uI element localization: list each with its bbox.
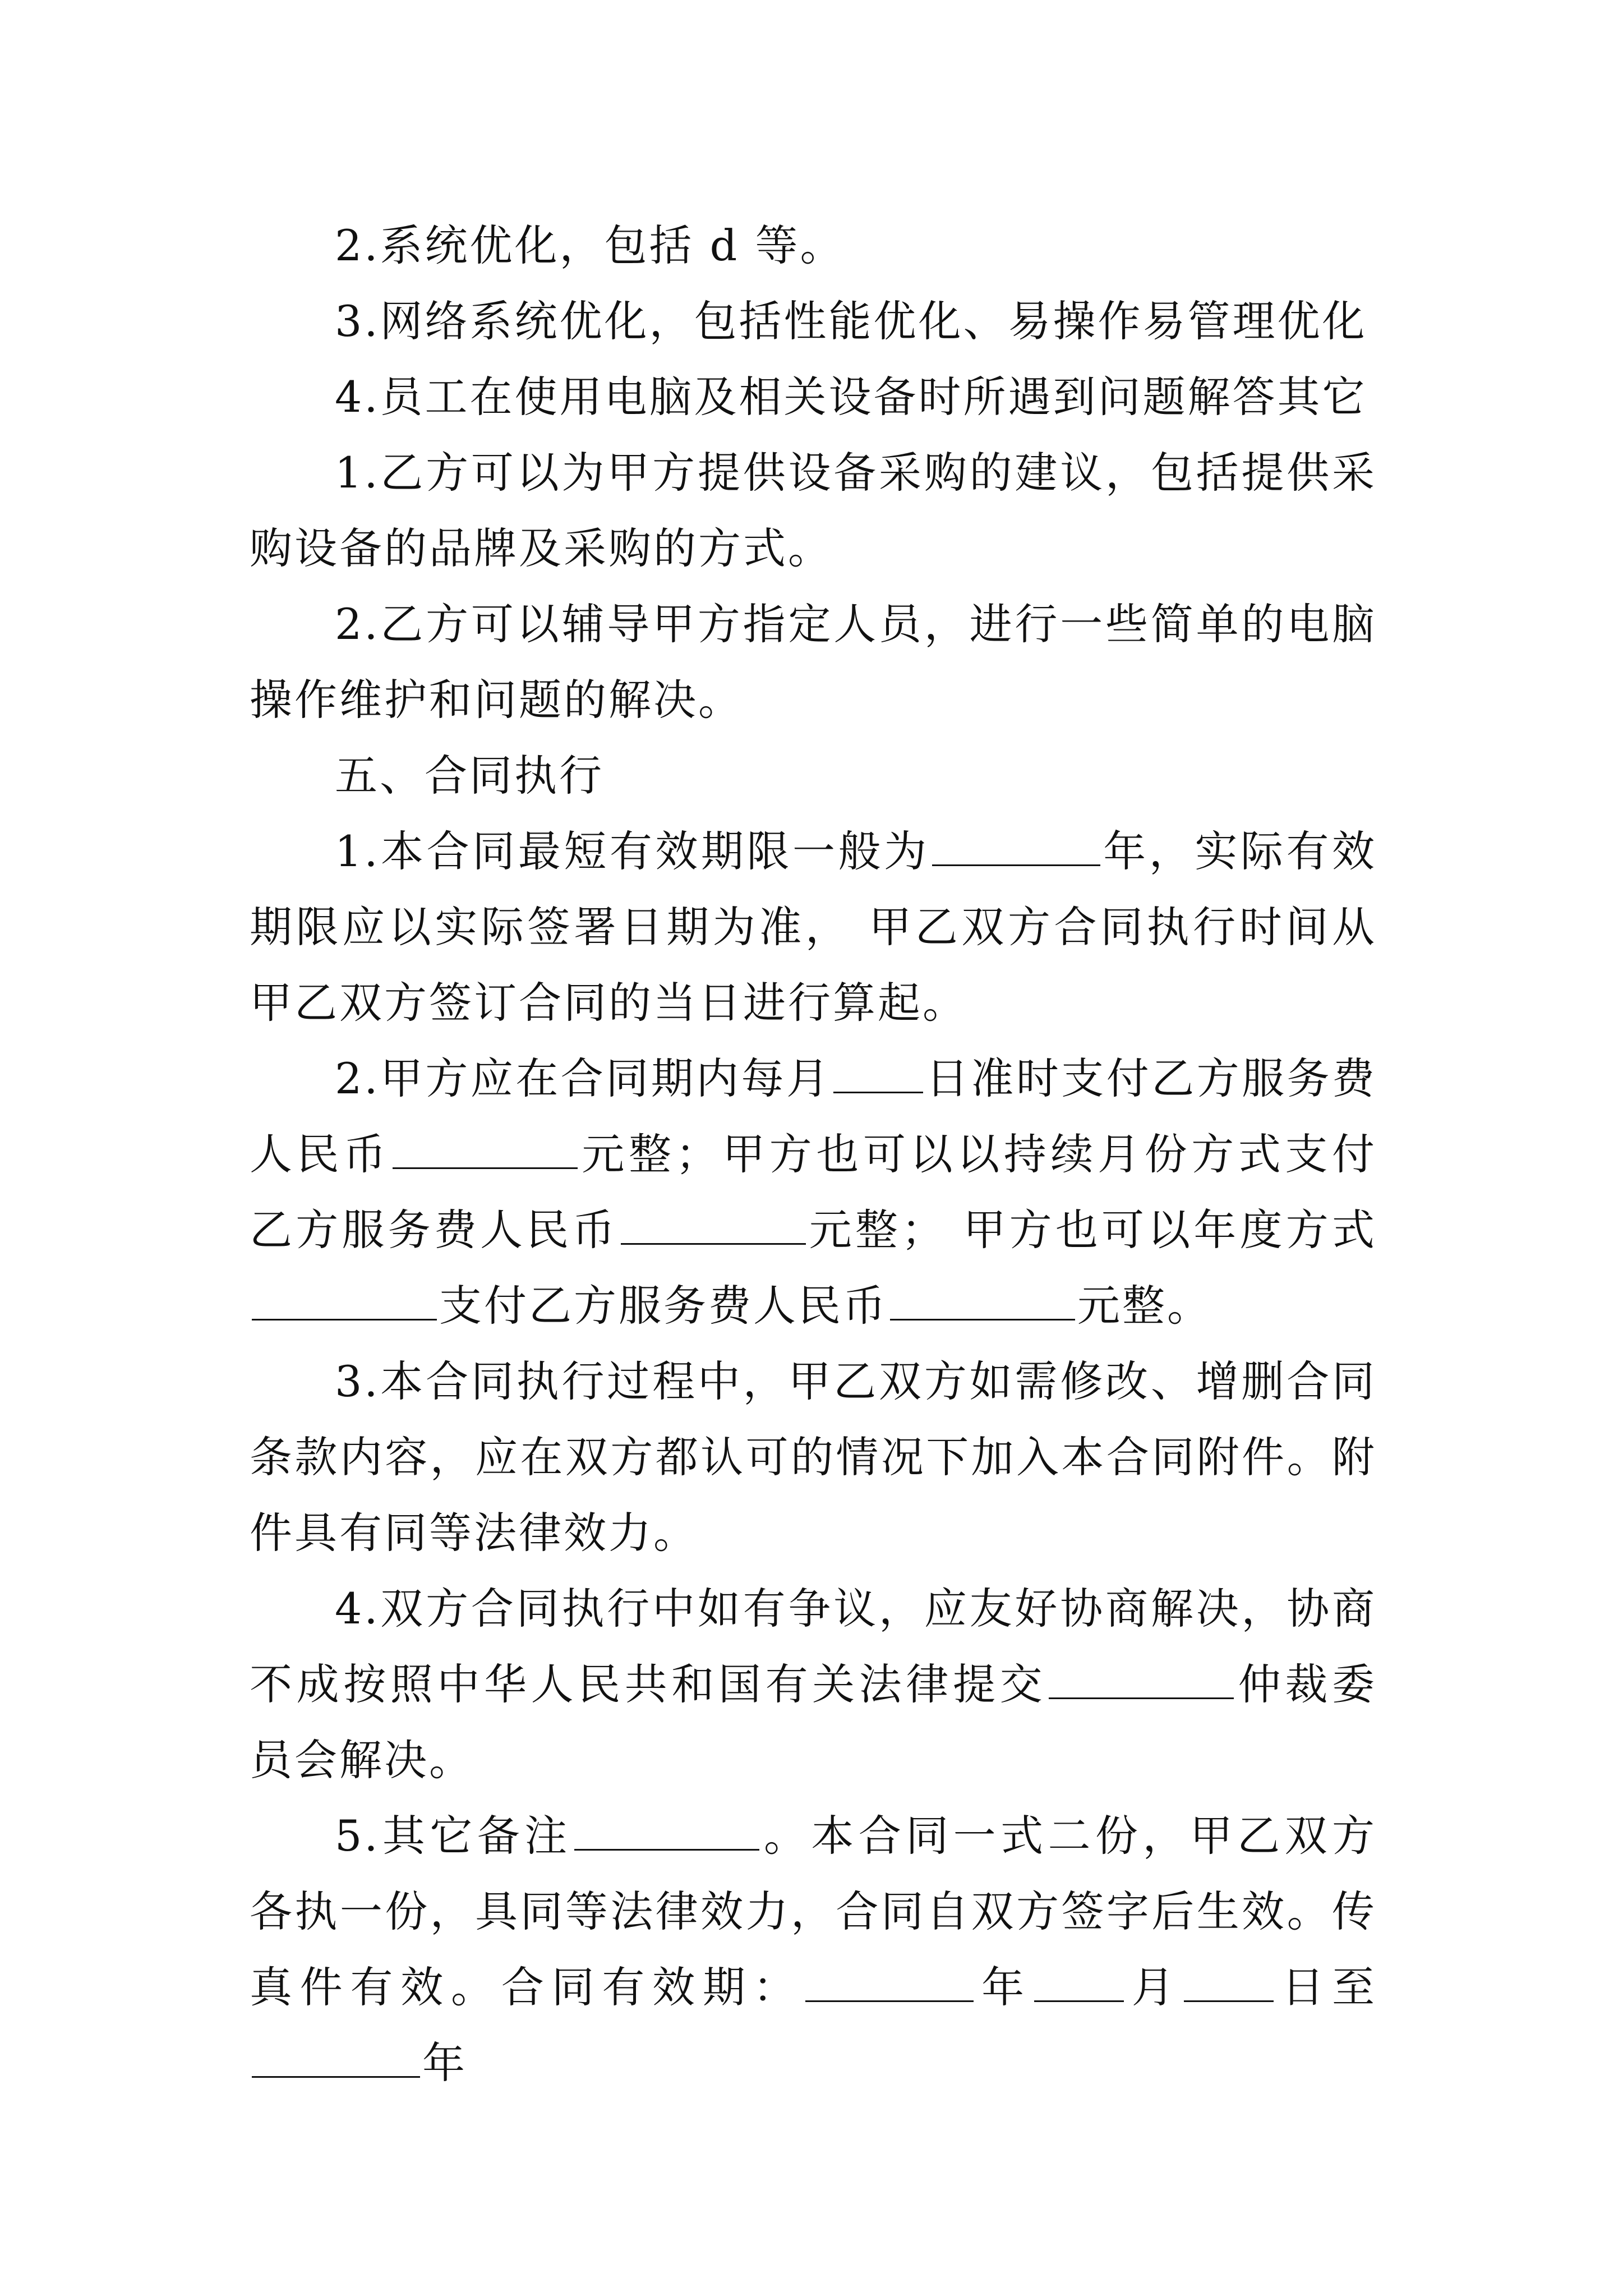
blank-start-month-field[interactable] [1034,1961,1124,2002]
clause-3-amendments: 3.本合同执行过程中，甲乙双方如需修改、增删合同条款内容，应在双方都认可的情况下加入本合同附件。附件具有同等法律效力。 [250,1356,1377,1558]
blank-monthly-fee-field[interactable] [393,1128,578,1169]
blank-continuous-fee-field[interactable] [621,1204,806,1245]
clause-1-text-b: 年，实际有效期限应以实际签署日期为准， 甲乙双方合同执行时间从甲乙双方签订合同的当日进行算起。 [250,826,1377,1028]
blank-annual-method-field[interactable] [252,1280,437,1320]
paragraph-network-optimization: 3.网络系统优化，包括性能优化、易操作易管理优化 [335,296,1367,346]
clause-5-remarks [250,1798,1377,2101]
blank-annual-fee-field[interactable] [890,1280,1075,1320]
paragraph-employee-support: 4.员工在使用电脑及相关设备时所遇到问题解答其它 [335,372,1367,422]
document-body [250,208,1377,2101]
clause-5-text-e: 日至 [1276,1962,1377,2012]
paragraph-system-optimization: 2.系统优化，包括 d 等。 [335,220,845,270]
clause-5-text-f: 年 [422,2038,467,2088]
clause-4-disputes [250,1571,1377,1798]
clause-5-text-d: 月 [1126,1962,1182,2012]
clause-2-text-c: 元整；甲方也可以以持续月份方式支付乙方服务费人民币 [250,1129,1377,1255]
blank-years-field[interactable] [932,825,1100,866]
blank-start-day-field[interactable] [1184,1961,1274,2002]
clause-2-text-e: 支付乙方服务费人民币 [439,1281,888,1331]
blank-remarks-field[interactable] [574,1810,759,1851]
clause-2-text-f: 元整。 [1077,1281,1212,1331]
clause-5-text-a: 5.其它备注 [335,1811,572,1861]
blank-end-year-field[interactable] [252,2037,420,2078]
clause-2-text-d: 元整； 甲方也可以年度方式 [808,1205,1377,1255]
clause-2-text-b: 日准时支付乙方服务费人民币 [250,1053,1377,1179]
clause-1-validity [250,813,1377,1041]
section-heading-contract-execution: 五、合同执行 [335,751,604,800]
clause-4-text-b: 仲裁委员会解决。 [250,1659,1377,1785]
paragraph-purchase-advice: 1.乙方可以为甲方提供设备采购的建议，包括提供采购设备的品牌及采购的方式。 [250,448,1377,573]
clause-5-text-b: 。本合同一式二份，甲乙双方各执一份，具同等法律效力，合同自双方签字后生效。传真件有效。合同有效期： [250,1811,1377,2012]
clause-2-text-a: 2.甲方应在合同期内每月 [335,1053,832,1103]
blank-arbitration-committee-field[interactable] [1049,1658,1234,1699]
blank-start-year-field[interactable] [805,1961,974,2002]
clause-1-text-a: 1.本合同最短有效期限一般为 [335,826,930,876]
clause-5-text-c: 年 [976,1962,1032,2012]
clause-4-text-a: 4.双方合同执行中如有争议，应友好协商解决，协商不成按照中华人民共和国有关法律提交 [250,1584,1377,1709]
paragraph-staff-coaching: 2.乙方可以辅导甲方指定人员，进行一些简单的电脑操作维护和问题的解决。 [250,599,1377,725]
clause-2-payment [250,1041,1377,1343]
blank-payment-day-field[interactable] [833,1052,923,1093]
